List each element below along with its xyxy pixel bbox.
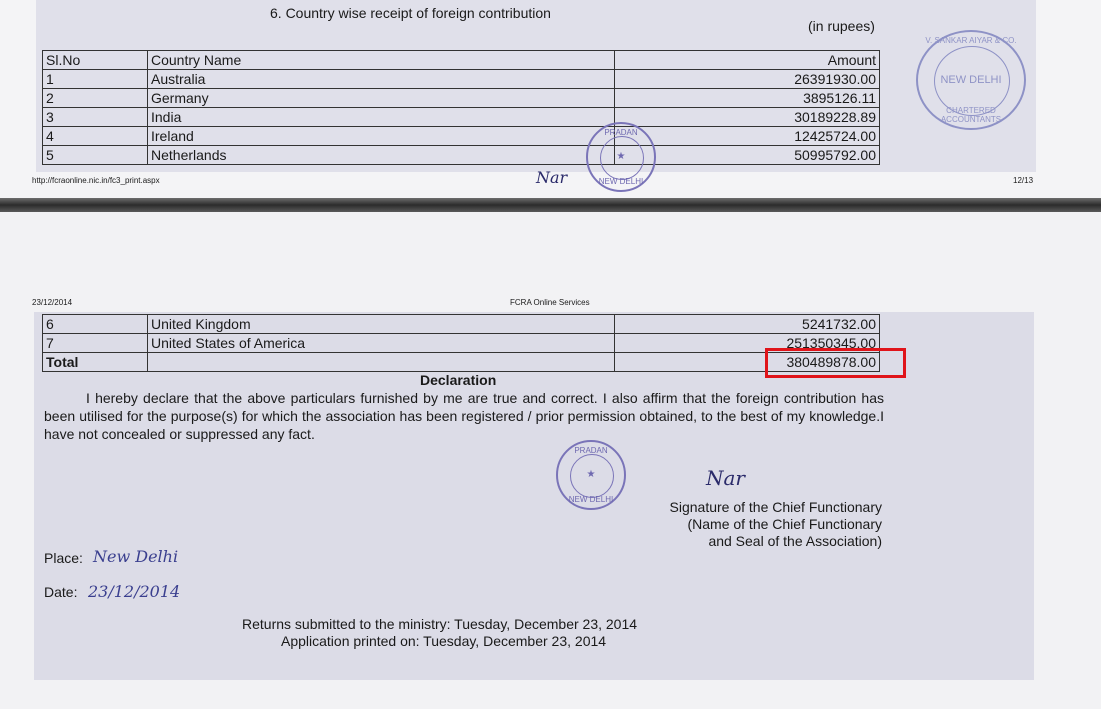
cell-slno: 4 [43, 127, 148, 146]
org-seal-top [586, 122, 656, 192]
total-highlight-box [765, 348, 906, 378]
total-row [43, 353, 880, 372]
table-row [43, 108, 880, 127]
application-printed: Application printed on: Tuesday, December 23, 2014 [281, 633, 607, 649]
header-amount: Amount [615, 51, 880, 70]
table-header-row [43, 51, 880, 70]
ca-seal [916, 30, 1026, 130]
cell-slno: 2 [43, 89, 148, 108]
place-value: New Delhi [93, 547, 179, 566]
header-country: Country Name [148, 51, 615, 70]
returns-submitted: Returns submitted to the ministry: Tuesday, December 23, 2014 [242, 616, 638, 632]
signature-scribble: Nar [706, 466, 745, 490]
seal-star-icon: ★ [616, 151, 626, 162]
cell-amount: 5241732.00 [615, 315, 880, 334]
header-slno: Sl.No [43, 51, 148, 70]
table-row [43, 146, 880, 165]
table-row [43, 334, 880, 353]
page-divider [0, 198, 1101, 212]
declaration-text: I hereby declare that the above particulars furnished by me are true and correct. I also affirm that the foreign contribution has been utilised for the purpose(s) for which the association has been registered / prior permission obtained, to the best of my knowledge.I have not concealed or suppressed any fact. [44, 390, 884, 442]
cell-amount: 3895126.11 [615, 89, 880, 108]
cell-country: United States of America [148, 334, 615, 353]
cell-country: Netherlands [148, 146, 615, 165]
signature-line-3: and Seal of the Association) [708, 533, 882, 549]
signature-scribble-top: Nar [536, 168, 568, 187]
cell-slno: 3 [43, 108, 148, 127]
header-date: 23/12/2014 [32, 298, 73, 307]
section-title: 6. Country wise receipt of foreign contribution [270, 5, 551, 21]
cell-amount: 26391930.00 [615, 70, 880, 89]
cell-slno: 7 [43, 334, 148, 353]
date-value: 23/12/2014 [88, 582, 181, 601]
total-amount: 380489878.00 [615, 353, 880, 372]
cell-amount: 50995792.00 [615, 146, 880, 165]
cell-slno: 1 [43, 70, 148, 89]
cell-slno: 6 [43, 315, 148, 334]
contribution-table-bottom [42, 314, 880, 372]
total-label: Total [43, 353, 148, 372]
seal-text-top: PRADAN [604, 128, 638, 137]
cell-country: Germany [148, 89, 615, 108]
date-label: Date: [44, 584, 78, 600]
signature-line-2: (Name of the Chief Functionary [687, 516, 882, 532]
declaration-title: Declaration [420, 372, 497, 388]
page-url: http://fcraonline.nic.in/fc3_print.aspx [32, 176, 160, 185]
ca-seal-top-text: V. SANKAR AIYAR & CO. [925, 36, 1017, 45]
table-row [43, 89, 880, 108]
cell-country: United Kingdom [148, 315, 615, 334]
ca-seal-bottom-text: CHARTERED ACCOUNTANTS [940, 106, 1002, 124]
currency-note: (in rupees) [808, 18, 875, 34]
cell-amount: 251350345.00 [615, 334, 880, 353]
table-row [43, 315, 880, 334]
contribution-table-top [42, 50, 880, 165]
table-row [43, 70, 880, 89]
cell-amount: 12425724.00 [615, 127, 880, 146]
header-title: FCRA Online Services [510, 298, 590, 307]
signature-block [600, 499, 882, 550]
seal-text-bottom: NEW DELHI [568, 495, 614, 504]
cell-country: India [148, 108, 615, 127]
place-label: Place: [44, 550, 83, 566]
seal-text-top: PRADAN [574, 446, 608, 455]
cell-country: Australia [148, 70, 615, 89]
seal-star-icon: ★ [586, 469, 596, 480]
total-empty-cell [148, 353, 615, 372]
ca-seal-middle-text: NEW DELHI [940, 74, 1002, 86]
signature-line-1: Signature of the Chief Functionary [669, 499, 882, 515]
table-row [43, 127, 880, 146]
cell-slno: 5 [43, 146, 148, 165]
cell-country: Ireland [148, 127, 615, 146]
page-number: 12/13 [1013, 176, 1034, 185]
cell-amount: 30189228.89 [615, 108, 880, 127]
seal-text-bottom: NEW DELHI [598, 177, 644, 186]
